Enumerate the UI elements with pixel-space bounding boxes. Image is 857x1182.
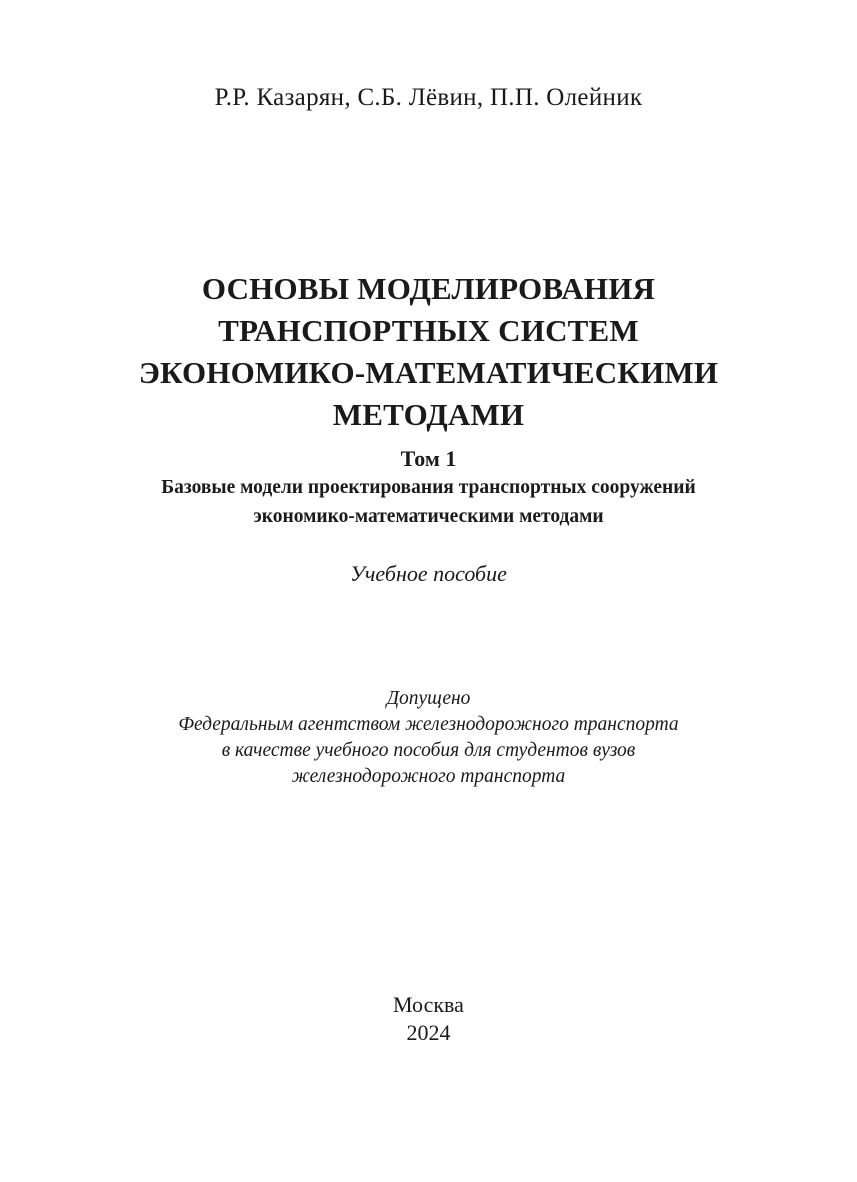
publication-type: Учебное пособие xyxy=(350,561,507,586)
book-title-line-2: ТРАНСПОРТНЫХ СИСТЕМ xyxy=(218,313,639,348)
book-title-line-1: ОСНОВЫ МОДЕЛИРОВАНИЯ xyxy=(201,271,656,306)
volume-number: Том 1 xyxy=(400,446,457,471)
approval-line-3: в качестве учебного пособия для студентов вузов xyxy=(221,740,636,761)
approval-line-4: железнодорожного транспорта xyxy=(291,766,566,787)
approval-line-1: Допущено xyxy=(386,688,471,709)
imprint-year: 2024 xyxy=(406,1020,451,1045)
book-title-line-3: ЭКОНОМИКО-МАТЕМАТИЧЕСКИМИ xyxy=(138,355,719,390)
imprint-city: Москва xyxy=(393,992,464,1017)
book-title-line-4: МЕТОДАМИ xyxy=(332,397,525,432)
approval-line-2: Федеральным агентством железнодорожного транспорта xyxy=(178,714,679,735)
book-title xyxy=(0,268,857,436)
volume-subtitle-line-1: Базовые модели проектирования транспортных сооружений xyxy=(161,477,696,498)
volume-subtitle xyxy=(0,473,857,531)
approval-statement xyxy=(0,686,857,790)
volume-subtitle-line-2: экономико-математическими методами xyxy=(253,506,604,527)
authors: Р.Р. Казарян, С.Б. Лёвин, П.П. Олейник xyxy=(214,84,643,111)
